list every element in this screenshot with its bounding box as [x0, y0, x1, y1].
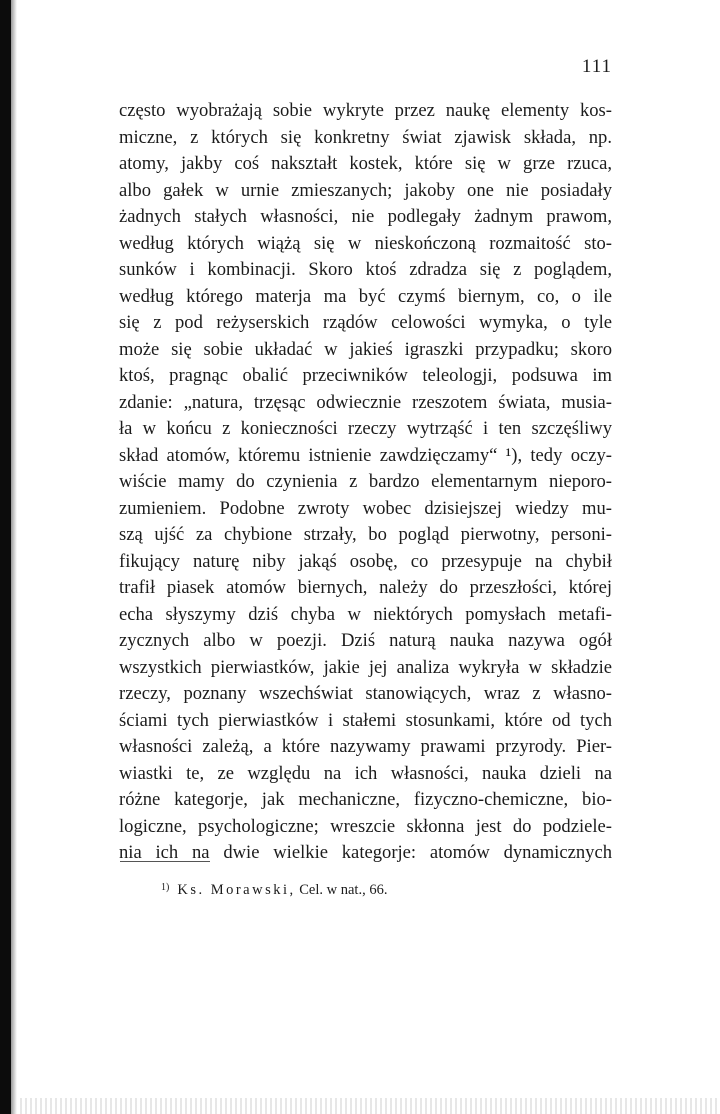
- text-line: ktoś, pragnąc obalić przeciwników teleologji, podsuwa im: [119, 365, 612, 386]
- text-line: miczne, z których się konkretny świat zjawisk składa, np.: [119, 126, 612, 148]
- footnote-mark: 1): [161, 882, 170, 893]
- text-line: może się sobie układać w jakieś igraszki przypadku; skoro: [119, 338, 612, 360]
- text-line: echa słyszymy dziś chyba w niektórych pomysłach metafi-: [119, 603, 612, 625]
- book-binding-edge: [0, 0, 11, 1114]
- footnote-reference: Cel. w nat., 66.: [299, 882, 388, 898]
- text-line: często wyobrażają sobie wykryte przez naukę elementy kos-: [119, 100, 612, 121]
- text-line: zycznych albo w poezji. Dziś naturą nauka nazywa ogół: [119, 630, 612, 651]
- text-line: nia ich na dwie wielkie kategorje: atomów dynamicznych: [119, 842, 612, 863]
- text-line: różne kategorje, jak mechaniczne, fizyczno-chemiczne, bio-: [119, 789, 612, 810]
- text-line: szą ujść za chybione strzały, bo pogląd pierwotny, personi-: [119, 524, 612, 545]
- footnote: [161, 882, 387, 899]
- binding-shadow: [11, 0, 17, 1114]
- text-line: według którego materja ma być czymś biernym, co, o ile: [119, 285, 612, 307]
- text-line: ściami tych pierwiastków i stałemi stosunkami, które od tych: [119, 709, 612, 731]
- text-line: atomy, jakby coś nakształt kostek, które się w grze rzuca,: [119, 153, 612, 174]
- text-line: sunków i kombinacji. Skoro ktoś zdradza się z poglądem,: [119, 259, 612, 280]
- text-line: zdanie: „natura, trzęsąc odwiecznie rzeszotem świata, musia-: [119, 391, 612, 413]
- text-line: zumieniem. Podobne zwroty wobec dzisiejszej wiedzy mu-: [119, 497, 612, 519]
- text-line: fikujący naturę niby jakąś osobę, co przesypuje na chybił: [119, 550, 612, 572]
- text-line: skład atomów, któremu istnienie zawdzięczamy“ ¹), tedy oczy-: [119, 444, 612, 466]
- text-line: wiście mamy do czynienia z bardzo elementarnym nieporo-: [119, 471, 612, 492]
- text-line: albo gałek w urnie zmieszanych; jakoby one nie posiadały: [119, 179, 612, 201]
- text-line: własności zależą, a które nazywamy prawami przyrody. Pier-: [119, 736, 612, 757]
- text-line: ła w końcu z konieczności rzeczy wytrząść i ten szczęśliwy: [119, 418, 612, 439]
- body-text: [119, 98, 612, 867]
- page-number: 111: [581, 56, 612, 77]
- text-line: żadnych stałych własności, nie podlegały żadnym prawom,: [119, 206, 612, 227]
- text-line: według których wiążą się w nieskończoną rozmaitość sto-: [119, 232, 612, 254]
- text-line: wiastki te, ze względu na ich własności, nauka dzieli na: [119, 762, 612, 784]
- text-line: logiczne, psychologiczne; wreszcie skłonna jest do podziele-: [119, 815, 612, 837]
- footnote-separator: [120, 861, 210, 862]
- scan-noise-strip: [20, 1098, 720, 1114]
- text-line: rzeczy, poznany wszechświat stanowiących, wraz z własno-: [119, 683, 612, 704]
- text-line: trafił piasek atomów biernych, należy do przeszłości, której: [119, 577, 612, 598]
- footnote-author: Ks. Morawski,: [177, 882, 296, 898]
- text-line: wszystkich pierwiastków, jakie jej analiza wykryła w składzie: [119, 656, 612, 678]
- text-line: się z pod reżyserskich rządów celowości wymyka, o tyle: [119, 312, 612, 333]
